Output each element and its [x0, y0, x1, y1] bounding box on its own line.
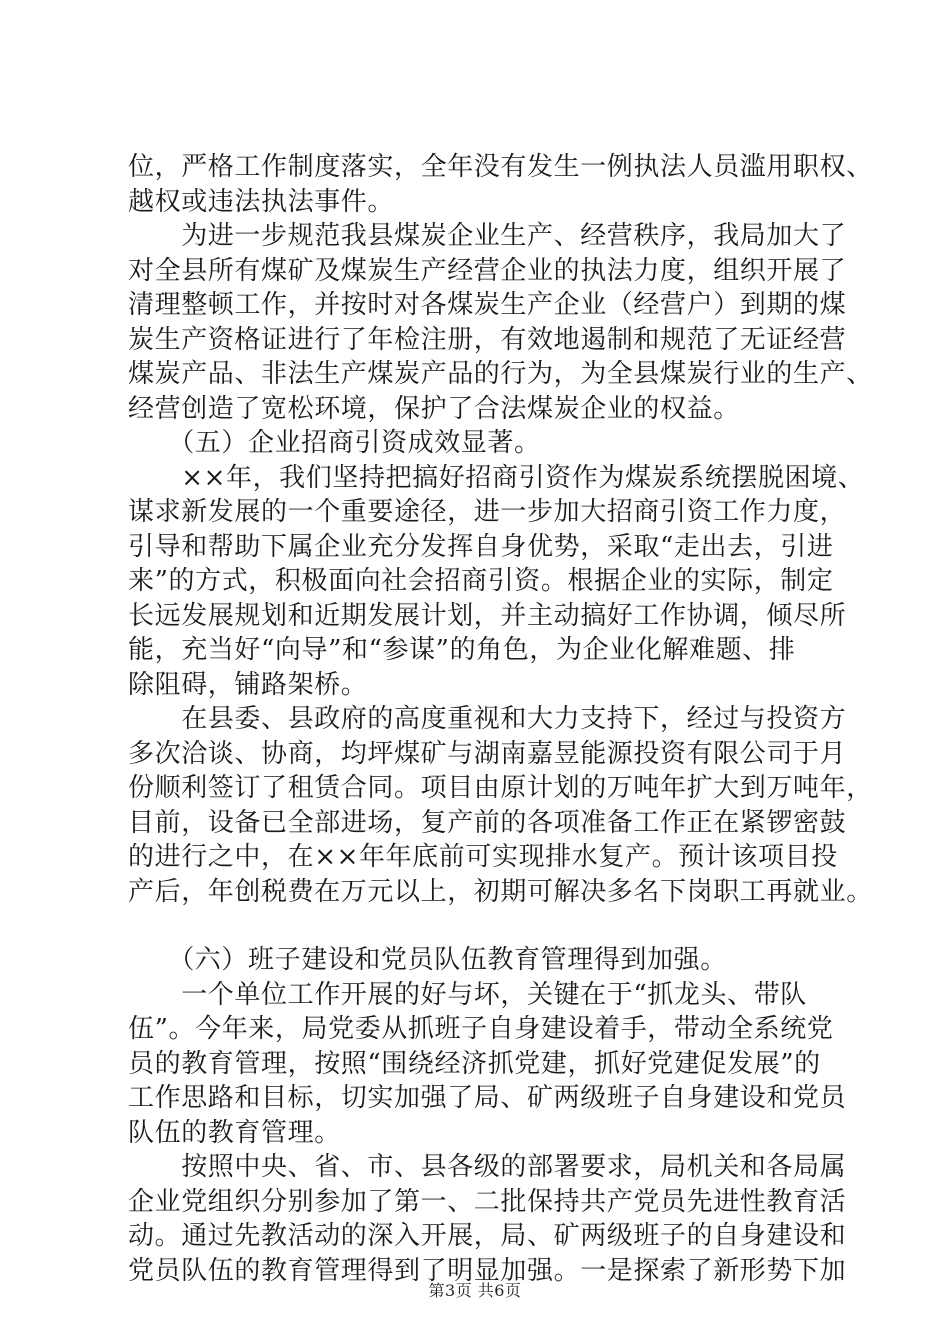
section-heading: （五）企业招商引资成效显著。	[128, 428, 541, 458]
text-line: 长远发展规划和近期发展计划，并主动搞好工作协调，倾尽所	[128, 600, 847, 631]
text-line: 煤炭产品、非法生产煤炭产品的行为，为全县煤炭行业的生产、	[128, 359, 873, 389]
text-line: 除阻碍，铺路架桥。	[128, 669, 368, 700]
text-line: 队伍的教育管理。	[128, 1117, 341, 1148]
text-line: 伍”。今年来，局党委从抓班子自身建设着手，带动全系统党	[128, 1014, 834, 1044]
section-heading: （六）班子建设和党员队伍教育管理得到加强。	[128, 945, 727, 975]
text-line: 的进行之中，在××年年底前可实现排水复产。预计该项目投	[128, 842, 838, 872]
text-line: 党员队伍的教育管理得到了明显加强。一是探索了新形势下加	[128, 1255, 847, 1286]
text-line: 企业党组织分别参加了第一、二批保持共产党员先进性教育活	[128, 1186, 847, 1217]
body-text	[128, 150, 873, 1288]
paragraph-gap	[128, 909, 828, 943]
text-line: 按照中央、省、市、县各级的部署要求，局机关和各局属	[128, 1152, 847, 1182]
text-line: 多次洽谈、协商，均坪煤矿与湖南嘉昱能源投资有限公司于月	[128, 738, 847, 769]
text-line: 来”的方式，积极面向社会招商引资。根据企业的实际，制定	[128, 566, 834, 596]
text-line: 一个单位工作开展的好与坏，关键在于“抓龙头、带队	[128, 979, 807, 1010]
text-line: 位，严格工作制度落实，全年没有发生一例执法人员滥用职权、	[128, 152, 873, 182]
text-line: 目前，设备已全部进场，复产前的各项准备工作正在紧锣密鼓	[128, 807, 847, 838]
text-line: ××年，我们坚持把搞好招商引资作为煤炭系统摆脱困境、	[128, 462, 865, 493]
text-line: 为进一步规范我县煤炭企业生产、经营秩序，我局加大了	[128, 221, 847, 251]
text-line: 清理整顿工作，并按时对各煤炭生产企业（经营户）到期的煤	[128, 290, 847, 320]
text-line: 谋求新发展的一个重要途径，进一步加大招商引资工作力度，	[128, 497, 847, 527]
text-line: 产后，年创税费在万元以上，初期可解决多名下岗职工再就业。	[128, 876, 873, 907]
text-line: 越权或违法执法事件。	[128, 186, 395, 217]
text-line: 经营创造了宽松环境，保护了合法煤炭企业的权益。	[128, 393, 740, 424]
text-line: 员的教育管理，按照“围绕经济抓党建，抓好党建促发展”的	[128, 1048, 821, 1079]
text-line: 引导和帮助下属企业充分发挥自身优势，采取“走出去，引进	[128, 531, 834, 562]
page-number-footer: 第3页 共6页	[428, 1281, 522, 1300]
text-line: 动。通过先教活动的深入开展，局、矿两级班子的自身建设和	[128, 1221, 847, 1251]
text-line: 能，充当好“向导”和“参谋”的角色，为企业化解难题、排	[128, 635, 796, 665]
text-line: 对全县所有煤矿及煤炭生产经营企业的执法力度，组织开展了	[128, 255, 847, 286]
text-line: 在县委、县政府的高度重视和大力支持下，经过与投资方	[128, 704, 847, 734]
text-line: 份顺利签订了租赁合同。项目由原计划的万吨年扩大到万吨年，	[128, 773, 873, 803]
text-line: 工作思路和目标，切实加强了局、矿两级班子自身建设和党员	[128, 1083, 847, 1113]
text-line: 炭生产资格证进行了年检注册，有效地遏制和规范了无证经营	[128, 324, 847, 355]
